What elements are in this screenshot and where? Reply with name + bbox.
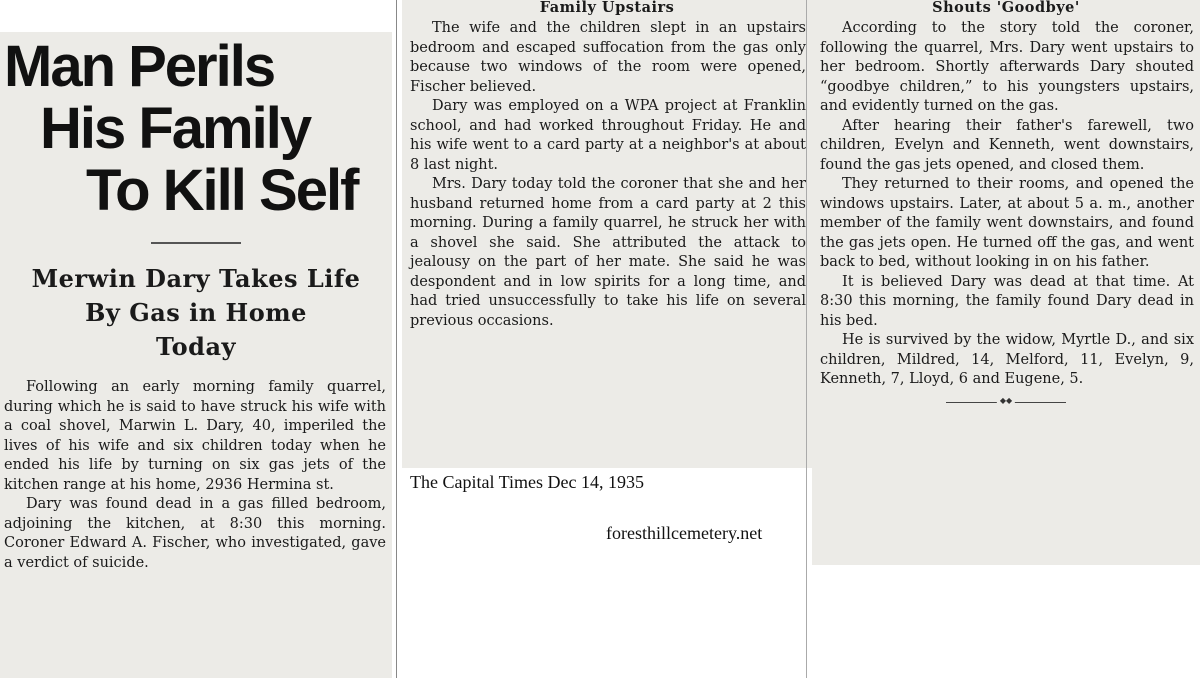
paragraph: They returned to their rooms, and opened the windows upstairs. Later, at about 5 a. m., another member of the family went downstairs, and found the gas jets open. He turned off the gas, and went back to bed, without looking in on his father. <box>820 176 1194 270</box>
subhead-family-upstairs: Family Upstairs <box>539 0 675 16</box>
headline-line-3: To Kill Self <box>86 158 358 223</box>
end-of-article-rule <box>946 402 1066 403</box>
paragraph: After hearing their father's farewell, two children, Evelyn and Kenneth, went downstairs, found the gas jets opened, and closed them. <box>820 117 1194 173</box>
paragraph: Following an early morning family quarrel, during which he is said to have struck his wife with a coal shovel, Marwin L. Dary, 40, imperiled the lives of his wife and six children today when he ended his life by turning on six gas jets of the kitchen range at his home, 2936 Hermina st. <box>4 379 386 493</box>
paragraph: Dary was found dead in a gas filled bedroom, adjoining the kitchen, at 8:30 this morning. Coroner Edward A. Fischer, who investigated, gave a verdict of suicide. <box>4 496 386 571</box>
headline-line-1: Man Perils <box>4 34 275 99</box>
deck-line-1: Merwin Dary Takes Life <box>31 264 361 293</box>
headline <box>0 36 392 222</box>
deck-line-2: By Gas in Home <box>85 298 307 327</box>
article-clipping-2 <box>402 0 812 468</box>
column-1-body <box>0 378 392 573</box>
article-clipping-3 <box>812 0 1200 565</box>
paragraph: Mrs. Dary today told the coroner that she and her husband returned home from a card party at 2 this morning. During a family quarrel, he struck her with a shovel she said. She attributed the attack to jealousy on the part of her mate. She said he was despondent and in low spirits for a long time, and had tried unsuccessfully to take his life on several previous occasions. <box>410 176 806 329</box>
article-clipping-1 <box>0 32 392 678</box>
column-divider <box>806 0 807 678</box>
paragraph: It is believed Dary was dead at that time. At 8:30 this morning, the family found Dary dead in his bed. <box>820 273 1194 329</box>
deck-line-3: Today <box>156 332 236 361</box>
deck-headline <box>4 262 388 364</box>
column-2-body <box>402 19 812 331</box>
column-divider <box>396 0 397 678</box>
headline-divider <box>151 242 241 244</box>
column-3-body <box>812 19 1200 390</box>
source-caption: The Capital Times Dec 14, 1935 <box>410 472 644 492</box>
headline-line-2: His Family <box>40 96 311 161</box>
paragraph: According to the story told the coroner, following the quarrel, Mrs. Dary went upstairs to her bedroom. Shortly afterwards Dary shouted “goodbye children,” to his youngsters upstairs, and evidently turned on the gas. <box>820 20 1194 114</box>
paragraph: The wife and the children slept in an upstairs bedroom and escaped suffocation from the gas only because two windows of the room were opened, Fischer believed. <box>410 20 806 95</box>
paragraph: He is survived by the widow, Myrtle D., and six children, Mildred, 14, Melford, 11, Evelyn, 9, Kenneth, 7, Lloyd, 6 and Eugene, 5. <box>820 332 1194 387</box>
website-caption: foresthillcemetery.net <box>606 523 763 543</box>
paragraph: Dary was employed on a WPA project at Franklin school, and had worked throughout Friday. He and his wife went to a card party at a neighbor's at about 8 last night. <box>410 98 806 173</box>
subhead-shouts-goodbye: Shouts 'Goodbye' <box>932 0 1080 16</box>
